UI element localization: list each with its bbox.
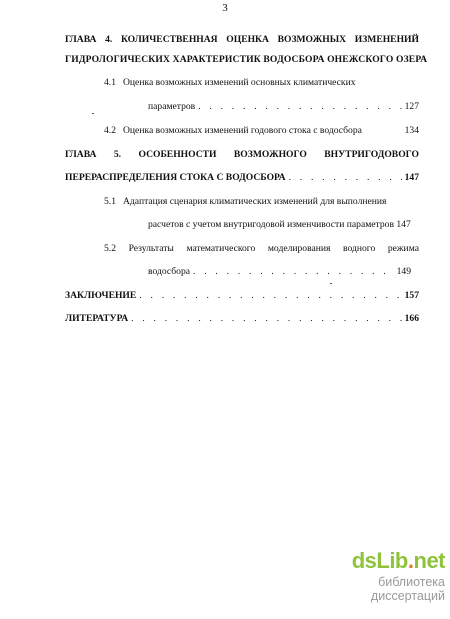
section-title: Адаптация сценария климатических изменений для выполнения [123,196,387,207]
page-number: 3 [222,2,228,14]
page-ref: 127 [404,101,419,112]
dot-leader [198,101,401,113]
dot-leader [193,266,394,278]
watermark-subtitle: библиотека диссертаций [370,575,445,603]
watermark [305,548,445,603]
section-title-continued: водосбора [148,266,191,277]
title-word: водного [343,243,376,254]
section-5-1-line-2: расчетов с учетом внутригодовой изменчивости параметров 147 [148,219,411,230]
title-word: режима [387,243,419,254]
page-ref: 149 [396,266,411,277]
literature-title: ЛИТЕРАТУРА [65,313,129,324]
literature-leader [65,313,419,325]
section-4-2 [104,125,419,137]
section-5-2-leader [148,266,411,278]
section-4-1-line-1 [104,77,356,89]
chapter-4-heading-line-1 [65,34,419,46]
section-number: 4.1 [104,77,116,88]
heading-word: ОЦЕНКА [226,34,269,45]
title-word: математического [186,243,256,254]
heading-word: ВНУТРИГОДОВОГО [324,149,419,160]
dot-leader [289,172,402,184]
section-5-1-line-1 [104,196,386,208]
section-5-2-line-1 [104,243,419,255]
chapter-5-leader [65,172,419,184]
scan-speck [330,283,332,284]
title-word: моделирования [267,243,331,254]
section-number: 4.2 [104,125,116,136]
page-ref: 134 [404,125,419,136]
heading-word: 4. [105,34,113,45]
heading-word: ИЗМЕНЕНИЙ [354,34,419,45]
section-number: 5.2 [104,243,116,254]
heading-continued: ПЕРЕРАСПРЕДЕЛЕНИЯ СТОКА С ВОДОСБОРА [65,172,286,183]
title-word: Результаты [128,243,174,254]
section-4-1-leader [148,101,419,113]
chapter-5-heading-line-1 [65,149,419,161]
section-title: Оценка возможных изменений годового стока с водосбора [123,125,362,136]
heading-word: ГЛАВА [65,34,97,45]
page-ref: 147 [404,172,419,183]
conclusion-leader [65,290,419,302]
scan-speck [92,113,94,114]
section-title-continued: параметров [148,101,196,112]
dot-leader [131,313,401,325]
heading-word: 5. [113,149,122,160]
section-title: Оценка возможных изменений основных климатических [123,77,356,88]
section-number: 5.1 [104,196,116,207]
watermark-brand: dsLib.net [351,548,445,573]
heading-word: ВОЗМОЖНЫХ [277,34,347,45]
watermark-logo [305,548,445,574]
chapter-4-heading-line-2: ГИДРОЛОГИЧЕСКИХ ХАРАКТЕРИСТИК ВОДОСБОРА ОНЕЖСКОГО ОЗЕРА [65,54,428,65]
heading-word: КОЛИЧЕСТВЕННАЯ [120,34,218,45]
page-ref: 166 [404,313,419,324]
conclusion-title: ЗАКЛЮЧЕНИЕ [65,290,137,301]
heading-word: ВОЗМОЖНОГО [233,149,307,160]
heading-word: ОСОБЕННОСТИ [138,149,217,160]
page-ref: 157 [404,290,419,301]
dot-leader [139,290,401,302]
heading-word: ГЛАВА [65,149,97,160]
